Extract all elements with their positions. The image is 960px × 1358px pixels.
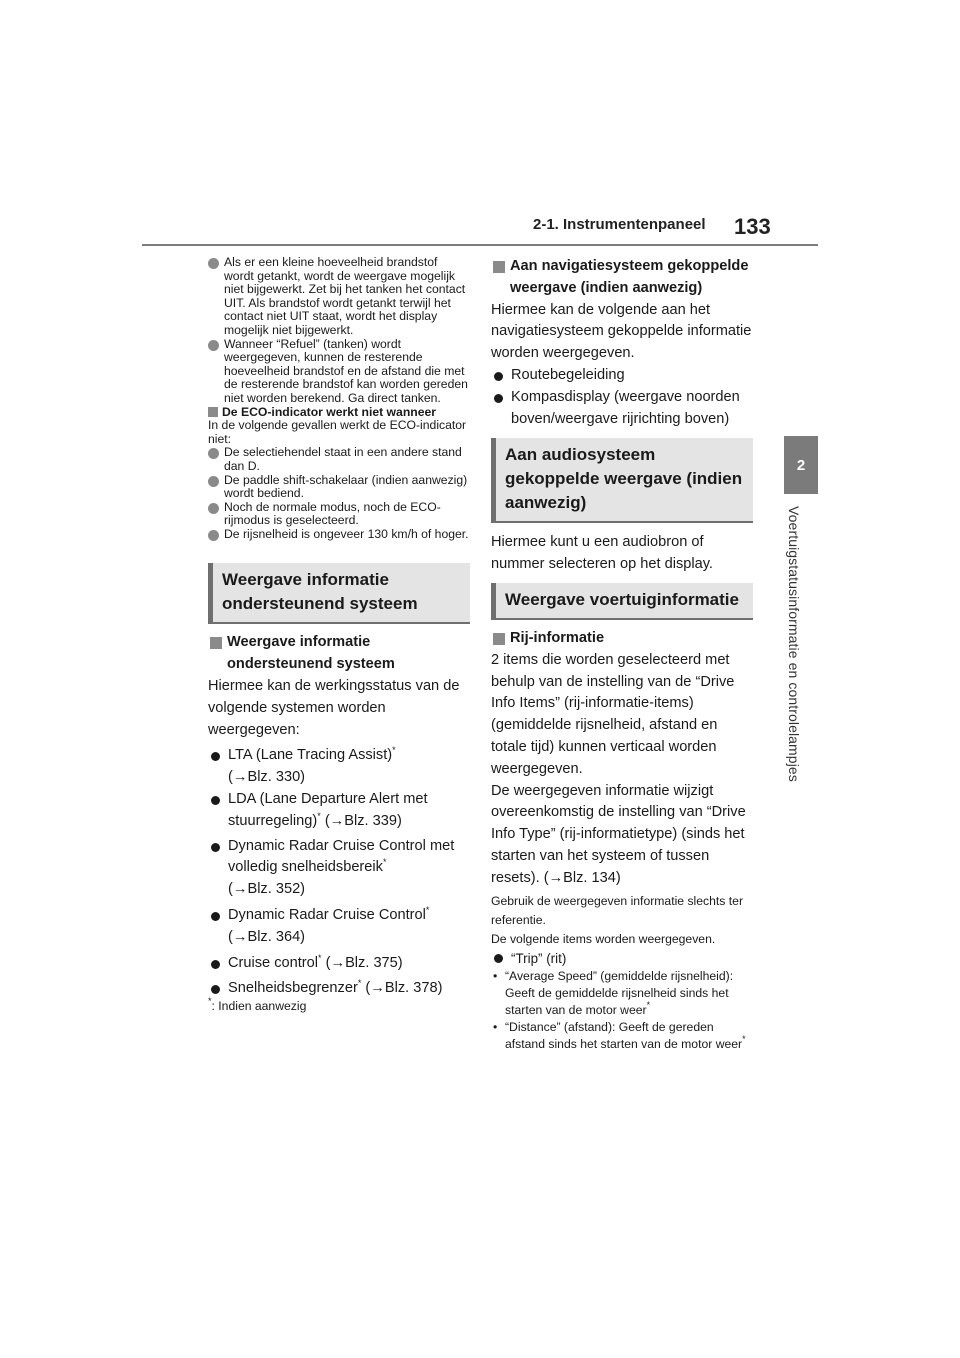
page-number: 133 [734, 214, 771, 239]
dash-item: • “Average Speed” (gemiddelde rijsnelheid): Geeft de gemiddelde rijsnelheid sinds het starten van de motor weer* [491, 968, 753, 1019]
right-column [491, 256, 753, 1053]
nav-item: Kompasdisplay (weergave noorden boven/weergave rijrichting boven) [491, 387, 753, 431]
square-bullet-icon [208, 407, 218, 417]
section-box-support-system: Weergave informatie ondersteunend systeem [208, 563, 470, 624]
bullet-dot-icon [208, 448, 219, 459]
chapter-tab [784, 436, 818, 494]
system-item: Snelheidsbegrenzer* (→Blz. 378) [208, 978, 470, 1000]
eco-intro: In de volgende gevallen werkt de ECO-indicator niet: [208, 418, 467, 446]
note-text: Wanneer “Refuel” (tanken) wordt weergegeven, kunnen de resterende hoeveelheid brandstof en de afstand die met de resterende brandstof kan worden gereden niet worden berekend. Ga direct tanken. [224, 336, 468, 405]
system-item: LTA (Lane Tracing Assist)* (→Blz. 330) [208, 745, 470, 789]
note-item [208, 338, 470, 406]
intro-text: Hiermee kan de werkingsstatus van de volgende systemen worden weergegeven: [208, 678, 460, 738]
note-text: Als er een kleine hoeveelheid brandstof wordt getankt, wordt de weergave mogelijk niet bijgewerkt. Zet bij het tanken het contact UIT. Als brandstof wordt getankt terwijl het contact niet UIT staat, wordt het display mogelijk niet bijgewerkt. [224, 255, 466, 337]
items-note: De volgende items worden weergegeven. [491, 931, 716, 946]
drive-info-text: De weergegeven informatie wijzigt overeenkomstig de instelling van “Drive Info Type” (rij-informatietype) (sinds het starten van het systeem of tussen resets). (→Blz. 134) [491, 782, 746, 886]
chapter-side-title [786, 506, 816, 806]
eco-item: De selectiehendel staat in een andere stand dan D. [208, 446, 470, 473]
nav-heading: Aan navigatiesysteem gekoppelde weergave (indien aanwezig) [491, 256, 753, 300]
square-bullet-icon [493, 261, 505, 273]
eco-heading: De ECO-indicator werkt niet wanneer [208, 406, 470, 420]
audio-text: Hiermee kunt u een audiobron of nummer selecteren op het display. [491, 534, 713, 573]
chapter-number: 2 [796, 456, 806, 474]
sub-heading: Weergave informatie ondersteunend systeem [208, 632, 470, 676]
eco-item: De rijsnelheid is ongeveer 130 km/h of hoger. [208, 528, 470, 542]
reference-note: Gebruik de weergegeven informatie slechts ter referentie. [491, 893, 744, 927]
drive-info-heading: Rij-informatie [491, 628, 753, 650]
section-box-audio: Aan audiosysteem gekoppelde weergave (indien aanwezig) [491, 438, 753, 523]
section-title: 2-1. Instrumentenpaneel [533, 216, 706, 233]
chapter-title-text: Voertuigstatusinformatie en controlelampjes [786, 506, 802, 782]
eco-item: De paddle shift-schakelaar (indien aanwezig) wordt bediend. [208, 474, 470, 501]
bullet-dot-icon [208, 530, 219, 541]
bullet-dot-icon [208, 503, 219, 514]
footnote: *: Indien aanwezig [208, 996, 307, 1014]
system-item: Dynamic Radar Cruise Control met volledig snelheidsbereik* (→Blz. 352) [208, 836, 470, 901]
drive-info-text: 2 items die worden geselecteerd met behulp van de instelling van de “Drive Info Items” (rij-informatie-items) (gemiddelde rijsnelheid, afstand en totale tijd) kunnen verticaal worden weergegeven. [491, 651, 735, 777]
left-column [208, 256, 470, 1014]
system-item: Cruise control* (→Blz. 375) [208, 953, 470, 975]
square-bullet-icon [210, 637, 222, 649]
eco-item: Noch de normale modus, noch de ECO-rijmodus is geselecteerd. [208, 501, 470, 528]
header-rule [142, 244, 818, 246]
trip-item: “Trip” (rit) [491, 949, 753, 968]
square-bullet-icon [493, 633, 505, 645]
nav-intro: Hiermee kan de volgende aan het navigatiesysteem gekoppelde informatie worden weergegeven. [491, 301, 752, 362]
section-box-vehicle-info: Weergave voertuiginformatie [491, 583, 753, 620]
bullet-dot-icon [208, 340, 219, 351]
system-item: Dynamic Radar Cruise Control* (→Blz. 364) [208, 905, 470, 949]
system-item: LDA (Lane Departure Alert met stuurregeling)* (→Blz. 339) [208, 789, 470, 833]
bullet-dot-icon [208, 476, 219, 487]
dash-item: • “Distance” (afstand): Geeft de gereden afstand sinds het starten van de motor weer* [491, 1019, 753, 1053]
note-item [208, 256, 470, 338]
nav-item: Routebegeleiding [491, 365, 753, 387]
bullet-dot-icon [208, 258, 219, 269]
